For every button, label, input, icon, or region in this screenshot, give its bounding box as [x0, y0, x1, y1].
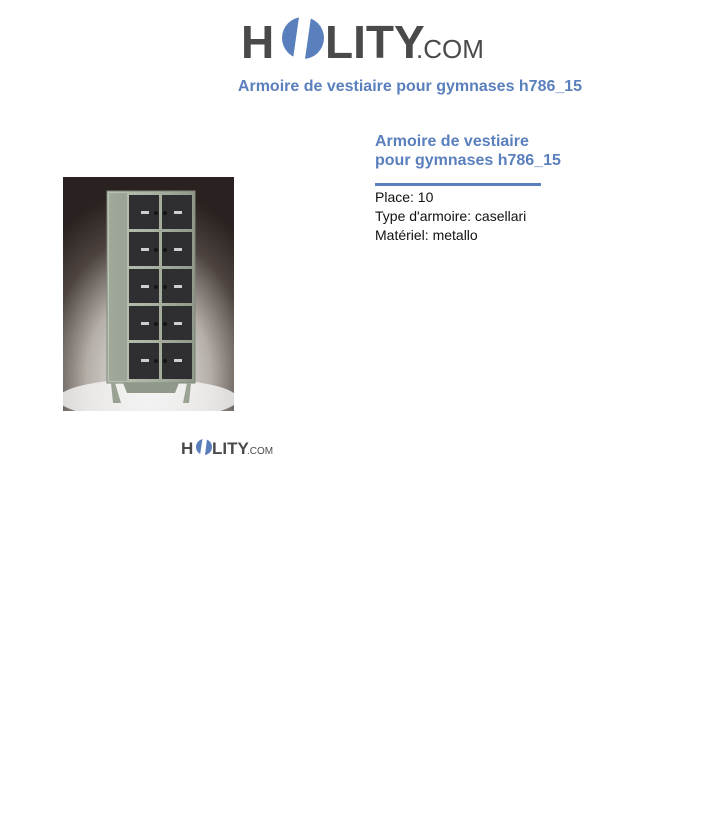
page-title: Armoire de vestiaire pour gymnases h786_15 [237, 78, 583, 95]
logo-suffix: .COM [416, 34, 484, 64]
product-title [375, 132, 675, 170]
product-image[interactable] [63, 177, 234, 411]
product-title-line-2: pour gymnases h786_15 [375, 152, 561, 169]
logo-o-emblem [282, 17, 324, 59]
spec-cabinet-type: Type d'armoire: casellari [375, 208, 527, 224]
logo-letter-h: H [241, 16, 275, 68]
logo-small-letter-h: H [181, 439, 194, 458]
locker-cabinet-image [63, 177, 234, 411]
product-title-line-1: Armoire de vestiaire [375, 133, 529, 150]
logo-small-suffix: .COM [247, 446, 274, 457]
brand-logo[interactable] [241, 10, 491, 70]
brand-logo-small [181, 436, 276, 460]
spec-place: Place: 10 [375, 189, 434, 205]
spec-material: Matériel: metallo [375, 227, 478, 243]
logo-word: LITY [325, 16, 425, 68]
logo-small-word: LITY [212, 439, 249, 458]
brand-logo-small-graphic [181, 436, 276, 460]
brand-logo-graphic [241, 10, 491, 70]
title-divider [375, 183, 541, 186]
product-info [375, 132, 675, 245]
